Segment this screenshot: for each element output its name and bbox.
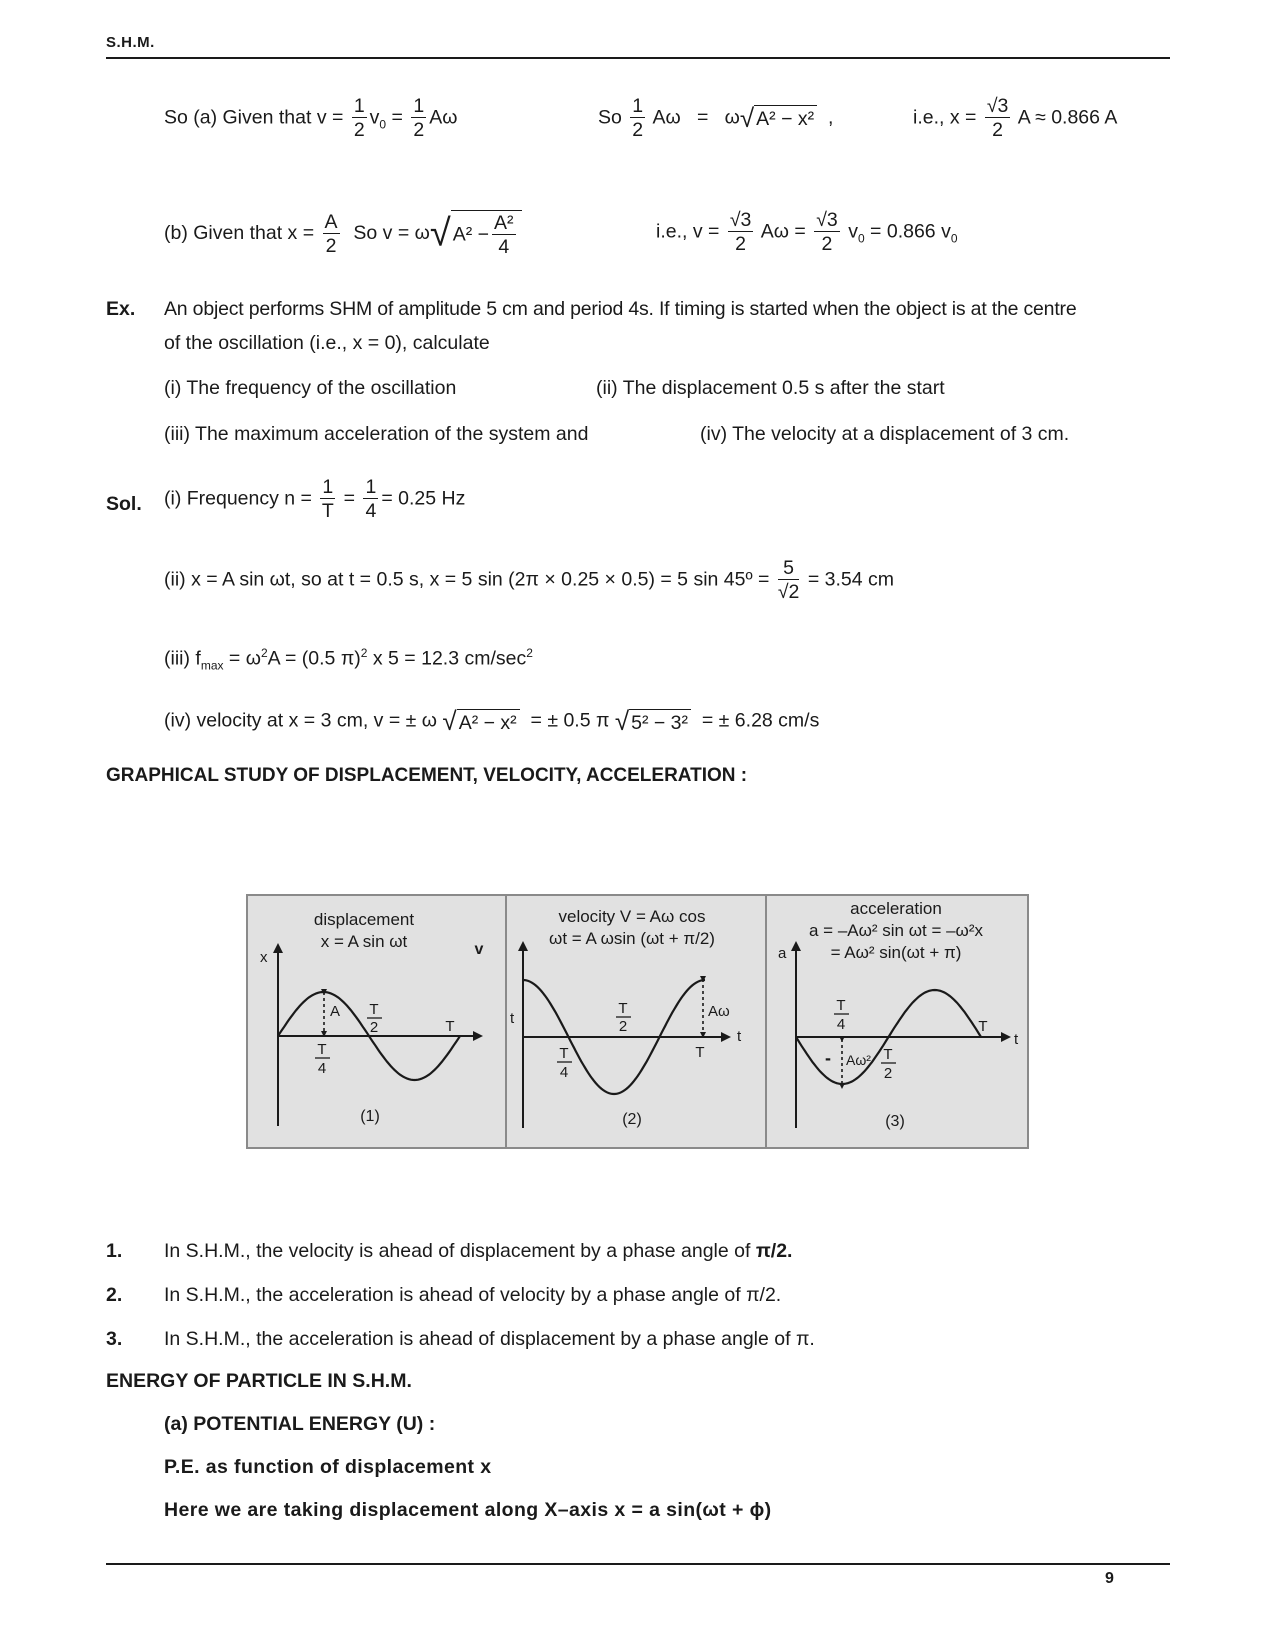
sqrt-argument: A² − x² [754, 105, 817, 131]
panel2-half-num: T [618, 1000, 628, 1017]
point-text: In S.H.M., the acceleration is ahead of velocity by a phase angle of [164, 1284, 747, 1306]
s1-result: = 0.25 Hz [381, 487, 466, 510]
sqrt-argument: 5² − 3² [629, 709, 691, 735]
point-number: 2. [106, 1284, 123, 1306]
fraction [323, 212, 340, 257]
equals: = [343, 487, 356, 510]
s3-prefix: (iii) f [164, 647, 201, 670]
so-text: So [598, 106, 622, 129]
question-3: (iii) The maximum acceleration of the system and [164, 423, 589, 445]
footer-rule [106, 1563, 1170, 1565]
panel-velocity [475, 907, 742, 1128]
fraction [630, 96, 645, 141]
denominator: 2 [735, 233, 747, 256]
ie-text: i.e., x = [913, 106, 977, 129]
s1-prefix: (i) Frequency n = [164, 487, 312, 510]
numerator: √3 [729, 209, 752, 231]
numerator: 1 [365, 476, 377, 498]
subscript: 0 [857, 231, 865, 246]
panel1-half-den: 2 [369, 1019, 379, 1036]
page-number: 9 [1105, 1570, 1114, 1587]
part-a-prefix: So (a) Given that v = [164, 106, 344, 129]
numerator: 1 [353, 95, 365, 117]
point-number: 3. [106, 1328, 123, 1350]
panel2-quarter-den: 4 [559, 1064, 569, 1081]
panel3-half-den: 2 [883, 1065, 893, 1082]
solution-2 [164, 558, 894, 603]
solution-label: Sol. [106, 493, 142, 515]
numerator: 1 [413, 95, 425, 117]
s3-mid: = ω [223, 647, 261, 670]
fraction [411, 96, 426, 141]
part-a-line-mid [598, 96, 833, 141]
graph-section-heading: GRAPHICAL STUDY OF DISPLACEMENT, VELOCITY, ACCELERATION : [106, 765, 748, 786]
panel1-period-label: T [445, 1018, 455, 1035]
example-label: Ex. [106, 298, 136, 320]
point-emphasis: π. [795, 1328, 815, 1350]
numerator: A [324, 210, 338, 233]
fraction [778, 558, 800, 603]
equals: = [696, 106, 709, 129]
part-b-prefix: (b) Given that x = [164, 222, 315, 245]
comma: , [827, 106, 834, 129]
panel3-half-num: T [883, 1046, 893, 1063]
panel1-quarter-num: T [317, 1041, 327, 1058]
part-b-line-left [164, 210, 522, 258]
example-line-1: An object performs SHM of amplitude 5 cm and period 4s. If timing is started when the object is at the centre [164, 298, 1077, 320]
denominator: 2 [992, 119, 1004, 142]
panel1-y-label: x [260, 949, 268, 966]
point-text: In S.H.M., the velocity is ahead of displacement by a phase angle of [164, 1240, 756, 1262]
header-rule [106, 57, 1170, 59]
pe-description: P.E. as function of displacement x [164, 1456, 492, 1478]
example-line-2: of the oscillation (i.e., x = 0), calculate [164, 332, 490, 354]
denominator: 2 [821, 233, 833, 256]
panel2-caption: (2) [622, 1111, 642, 1128]
denominator: 2 [413, 119, 425, 142]
square-root: √ 5² − 3² [615, 706, 691, 737]
denominator: 4 [498, 236, 510, 259]
fraction [352, 96, 367, 141]
panel1-caption: (1) [360, 1108, 380, 1125]
part-a-line-left [164, 96, 457, 141]
so-v-omega: So v = ω [353, 222, 430, 245]
fraction [320, 477, 335, 522]
ie-text: i.e., v = [656, 220, 720, 243]
point-1 [164, 1240, 792, 1263]
superscript: 2 [260, 646, 268, 660]
fraction [814, 210, 840, 255]
part-b-result: = 0.866 v [870, 220, 951, 243]
numerator: 5 [778, 558, 800, 580]
point-emphasis: π/2. [746, 1284, 782, 1306]
question-4: (iv) The velocity at a displacement of 3 cm. [700, 423, 1070, 445]
solution-1 [164, 477, 465, 522]
fraction [728, 210, 754, 255]
s4-prefix: (iv) velocity at x = 3 cm, v = ± ω [164, 709, 437, 732]
point-3 [164, 1328, 815, 1351]
square-root: √ A² − $\frac{\text{A²}}{4}$ [430, 210, 522, 258]
numerator: A² [494, 212, 514, 234]
panel3-t-label: t [1014, 1031, 1019, 1048]
s3-mid2: A = (0.5 π) [267, 647, 361, 670]
shm-graphs-figure [246, 894, 1029, 1149]
panel2-y-label: v [474, 941, 484, 958]
panel3-quarter-den: 4 [836, 1016, 846, 1033]
panel2-period-label: T [695, 1044, 705, 1061]
square-root: √ A² − x² [740, 103, 817, 134]
point-2 [164, 1284, 781, 1307]
sqrt-argument: A² − x² [457, 709, 520, 735]
running-header: S.H.M. [106, 34, 155, 51]
panel3-title-1: acceleration [850, 899, 942, 918]
denominator: 2 [353, 119, 365, 142]
panel-displacement [260, 910, 478, 1126]
panel3-period-label: T [978, 1018, 988, 1035]
panel3-title-2: a = –Aω² sin ωt = –ω²x [809, 921, 983, 940]
numerator: 1 [632, 95, 644, 117]
omega: ω [724, 106, 740, 129]
denominator: 2 [632, 119, 644, 142]
question-2: (ii) The displacement 0.5 s after the start [596, 377, 945, 399]
displacement-equation: Here we are taking displacement along X–axis x = a sin(ωt + ϕ) [164, 1499, 772, 1521]
panel3-minus-sign: - [825, 1048, 831, 1068]
a-omega: Aω [652, 106, 681, 129]
panel1-amp-label: A [330, 1003, 341, 1020]
s4-mid: = ± 0.5 π [530, 709, 610, 732]
subscript: 0 [379, 117, 387, 132]
potential-energy-subheading: (a) POTENTIAL ENERGY (U) : [164, 1413, 436, 1435]
question-1: (i) The frequency of the oscillation [164, 377, 457, 399]
part-a-line-right [913, 96, 1117, 141]
solution-3 [164, 646, 533, 672]
equals: = [391, 106, 403, 129]
panel1-title-1: displacement [313, 910, 415, 929]
panel3-y-label: a [778, 945, 787, 962]
panel2-half-den: 2 [618, 1018, 628, 1035]
s3-end: x 5 = 12.3 cm/sec [367, 647, 527, 670]
denominator: T [321, 500, 334, 523]
fraction [492, 213, 516, 258]
point-emphasis: π/2. [755, 1240, 793, 1262]
square-root: √ A² − x² [442, 706, 519, 737]
panel1-title-2: x = A sin ωt [320, 932, 408, 951]
a-omega: Aω = [760, 220, 806, 243]
graphs-svg [248, 896, 1027, 1147]
panel3-caption: (3) [885, 1113, 905, 1130]
panel1-half-num: T [369, 1001, 379, 1018]
panel2-t-label: t [737, 1028, 742, 1045]
panel1-quarter-den: 4 [317, 1060, 327, 1077]
numerator: √3 [816, 209, 838, 231]
subscript: max [200, 658, 224, 673]
v-symbol: v [369, 106, 380, 129]
point-number: 1. [106, 1240, 123, 1262]
subscript: 0 [950, 231, 958, 246]
panel2-t-left-label: t [510, 1010, 515, 1027]
denominator: √2 [777, 581, 800, 604]
panel2-quarter-num: T [559, 1045, 569, 1062]
panel3-title-3: = Aω² sin(ωt + π) [830, 943, 962, 962]
sqrt-a-term: A² − [452, 223, 490, 246]
panel-acceleration [778, 899, 1019, 1130]
panel3-amp-label: Aω² [846, 1052, 871, 1068]
numerator: √3 [986, 95, 1009, 117]
denominator: 4 [365, 500, 377, 523]
panel2-amp-label: Aω [708, 1003, 730, 1020]
panel2-title-2: ωt = A ωsin (ωt + π/2) [549, 929, 715, 948]
numerator: 1 [322, 476, 334, 498]
energy-heading: ENERGY OF PARTICLE IN S.H.M. [106, 1370, 412, 1392]
fraction [363, 477, 378, 522]
v-symbol: v [848, 220, 858, 243]
part-a-result: A ≈ 0.866 A [1017, 106, 1118, 129]
solution-4 [164, 706, 819, 737]
point-text: In S.H.M., the acceleration is ahead of displacement by a phase angle of [164, 1328, 796, 1350]
sqrt-argument [451, 210, 522, 258]
s4-end: = ± 6.28 cm/s [701, 709, 820, 732]
panel2-title-1: velocity V = Aω cos [558, 907, 706, 926]
a-omega: Aω [429, 106, 458, 129]
denominator: 2 [325, 234, 337, 257]
fraction [985, 96, 1011, 141]
part-b-line-right [656, 210, 958, 255]
s2-text: (ii) x = A sin ωt, so at t = 0.5 s, x = 5 sin (2π × 0.25 × 0.5) = 5 sin 45º = [164, 568, 770, 591]
panel3-quarter-num: T [836, 997, 846, 1014]
superscript: 2 [526, 646, 533, 660]
s2-result: = 3.54 cm [807, 568, 894, 591]
superscript: 2 [360, 646, 368, 660]
